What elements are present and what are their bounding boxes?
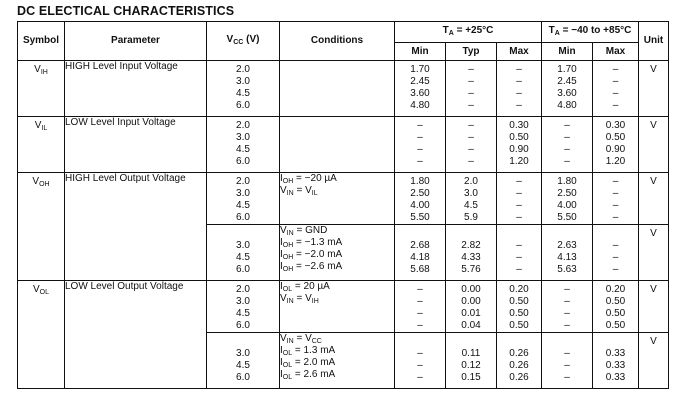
table-row: [18, 117, 669, 173]
conditions-cell: [280, 61, 395, 117]
min-25c-value: –: [417, 284, 423, 295]
typ-25c-value: –: [468, 132, 474, 143]
min-range-value: 4.13: [557, 252, 577, 263]
vcc-cell: [207, 281, 280, 333]
symbol-subscript: OL: [39, 289, 49, 296]
min-25c-value: –: [417, 296, 423, 307]
header-row-1: [18, 22, 669, 43]
max-range-value: –: [612, 176, 619, 187]
max-25c-cell: [497, 225, 542, 281]
max-25c-cell: [497, 333, 542, 389]
min-25c-value: –: [417, 144, 423, 155]
vcc-value: 6.0: [236, 212, 250, 223]
typ-25c-value: –: [468, 144, 474, 155]
vcc-value: 6.0: [236, 372, 250, 383]
max-25c-value: [497, 228, 541, 240]
unit-value: V: [650, 336, 657, 347]
max-range-value: 0.33: [605, 348, 626, 359]
min-25c-cell: [395, 333, 446, 389]
vcc-cell: [207, 225, 280, 281]
typ-25c-value: –: [468, 88, 474, 99]
vcc-value: 3.0: [236, 188, 250, 199]
vcc-value: 2.0: [236, 176, 250, 187]
max-25c-value: –: [516, 252, 522, 263]
typ-25c-value: –: [468, 64, 474, 75]
vcc-value: 6.0: [236, 156, 250, 167]
typ-25c-cell: [446, 281, 497, 333]
max-25c-value: 0.20: [509, 284, 529, 295]
vcc-value: 3.0: [236, 240, 250, 251]
max-25c-value: 0.30: [509, 120, 529, 131]
typ-25c-cell: [446, 225, 497, 281]
min-range-value: 4.00: [557, 200, 577, 211]
max-25c-value: –: [516, 64, 522, 75]
typ-25c-value: 0.01: [461, 308, 481, 319]
typ-25c-value: 3.0: [464, 188, 478, 199]
max-25c-value: –: [516, 264, 522, 275]
min-range-value: –: [564, 360, 570, 371]
max-range-cell: [593, 173, 639, 225]
typ-25c-cell: [446, 117, 497, 173]
min-25c-value: 2.50: [410, 188, 430, 199]
min-range-cell: [542, 117, 593, 173]
col-vcc-header: $V_{CC}$ (V): [207, 22, 280, 61]
min-25c-value: 4.18: [410, 252, 430, 263]
min-range-value: –: [564, 320, 570, 331]
min-25c-value: 5.68: [410, 264, 430, 275]
min-range-value: 2.45: [557, 76, 577, 87]
parameter-cell: HIGH Level Output Voltage: [65, 173, 207, 281]
min-25c-value: –: [417, 132, 423, 143]
max-range-value: 0.20: [605, 284, 626, 295]
min-25c-value: –: [417, 156, 423, 167]
max-25c-value: 0.50: [509, 308, 529, 319]
dc-characteristics-table: [17, 21, 669, 389]
max-25c-value: [497, 336, 541, 348]
max-range-cell: [593, 281, 639, 333]
min-range-value: –: [564, 308, 570, 319]
max-range-value: –: [612, 252, 619, 263]
max-range-value: –: [612, 212, 619, 223]
typ-25c-cell: [446, 333, 497, 389]
min-25c-value: –: [417, 308, 423, 319]
min-range-cell: [542, 281, 593, 333]
max-range-value: 0.33: [605, 372, 626, 383]
min-25c-value: 1.70: [410, 64, 430, 75]
max-25c-value: –: [516, 188, 522, 199]
vcc-value: 4.5: [236, 252, 250, 263]
vcc-value: 4.5: [236, 88, 250, 99]
unit-cell: [639, 333, 669, 389]
unit-cell: [639, 225, 669, 281]
max-25c-value: –: [516, 240, 522, 251]
max-range-cell: [593, 117, 639, 173]
condition-line: $I_{OL} = 2.6$ mA: [280, 369, 336, 381]
table-body: [18, 61, 669, 389]
vcc-value: 6.0: [236, 264, 250, 275]
max-range-value: 1.20: [605, 156, 626, 167]
condition-line: $I_{OH} = -20$ µA: [280, 173, 337, 185]
typ-25c-value: 0.15: [461, 372, 481, 383]
min-25c-cell: [395, 281, 446, 333]
max-25c-value: –: [516, 200, 522, 211]
min-range-value: –: [564, 372, 570, 383]
vcc-value: 3.0: [236, 348, 250, 359]
max-range-value: –: [612, 64, 619, 75]
max-25c-value: 0.26: [509, 360, 529, 371]
typ-25c-value: 4.5: [464, 200, 478, 211]
max-25c-value: 0.26: [509, 348, 529, 359]
max-25c-value: –: [516, 100, 522, 111]
condition-line: $V_{IN} = V_{CC}$: [280, 333, 322, 345]
symbol-main: V: [32, 176, 40, 187]
typ-25c-cell: [446, 173, 497, 225]
typ-25c-value: 2.82: [461, 240, 481, 251]
vcc-value: 3.0: [236, 132, 250, 143]
symbol-subscript: OH: [39, 181, 50, 188]
max-25c-value: –: [516, 76, 522, 87]
col-min-range-header: Min: [542, 43, 593, 61]
typ-25c-value: 5.76: [461, 264, 481, 275]
col-parameter-header: Parameter: [65, 22, 207, 61]
typ-25c-cell: [446, 61, 497, 117]
conditions-cell: [280, 117, 395, 173]
min-range-value: 2.50: [557, 188, 577, 199]
max-range-value: –: [612, 240, 619, 251]
max-25c-value: 0.26: [509, 372, 529, 383]
vcc-value: 3.0: [236, 76, 250, 87]
typ-25c-value: –: [468, 76, 474, 87]
vcc-value: 6.0: [236, 100, 250, 111]
min-25c-value: 3.60: [410, 88, 430, 99]
max-25c-value: 0.50: [509, 296, 529, 307]
condition-line: $I_{OH} = -2.0$ mA: [280, 249, 343, 261]
min-range-value: [542, 228, 592, 240]
max-range-value: 0.50: [605, 320, 626, 331]
max-25c-value: –: [516, 176, 522, 187]
min-range-value: [542, 336, 592, 348]
condition-line: $I_{OH} = -1.3$ mA: [280, 237, 343, 249]
condition-line: $V_{IN} = V_{IH}$: [280, 293, 319, 305]
max-range-value: [593, 228, 638, 240]
min-range-value: –: [564, 120, 570, 131]
unit-value: V: [650, 176, 657, 187]
min-range-value: 1.80: [557, 176, 577, 187]
vcc-value: 6.0: [236, 320, 250, 331]
vcc-value: [207, 336, 279, 348]
min-range-value: –: [564, 348, 570, 359]
min-range-cell: [542, 173, 593, 225]
vcc-cell: [207, 173, 280, 225]
vcc-value: 2.0: [236, 284, 250, 295]
max-25c-value: –: [516, 212, 522, 223]
symbol-main: V: [32, 284, 40, 295]
min-range-value: –: [564, 296, 570, 307]
min-range-value: –: [564, 132, 570, 143]
max-range-value: –: [612, 76, 619, 87]
max-25c-value: 0.50: [509, 320, 529, 331]
max-range-value: –: [612, 188, 619, 199]
max-25c-cell: [497, 281, 542, 333]
typ-25c-value: 0.11: [461, 348, 481, 359]
symbol-subscript: IH: [40, 69, 48, 76]
min-range-value: 4.80: [557, 100, 577, 111]
max-range-value: 0.50: [605, 308, 626, 319]
max-range-value: 0.90: [605, 144, 626, 155]
vcc-value: 2.0: [236, 120, 250, 131]
min-25c-cell: [395, 61, 446, 117]
condition-line: $V_{IN} = V_{IL}$: [280, 185, 318, 197]
col-min-25c-header: Min: [395, 43, 446, 61]
max-range-cell: [593, 61, 639, 117]
min-25c-value: 1.80: [410, 176, 430, 187]
min-25c-value: [395, 228, 445, 240]
min-25c-value: [395, 336, 445, 348]
max-range-value: 0.33: [605, 360, 626, 371]
table-row: [18, 173, 669, 225]
symbol-cell: [18, 281, 65, 389]
min-25c-value: 5.50: [410, 212, 430, 223]
col-typ-25c-header: Typ: [446, 43, 497, 61]
unit-value: V: [650, 120, 657, 131]
conditions-cell: [280, 333, 395, 389]
typ-25c-value: –: [468, 100, 474, 111]
symbol-cell: [18, 117, 65, 173]
typ-25c-value: 0.00: [461, 296, 481, 307]
vcc-value: 4.5: [236, 360, 250, 371]
min-range-value: –: [564, 156, 570, 167]
col-conditions-header: Conditions: [280, 22, 395, 61]
vcc-value: 3.0: [236, 296, 250, 307]
min-range-value: –: [564, 284, 570, 295]
max-range-value: [593, 336, 638, 348]
max-25c-cell: [497, 61, 542, 117]
parameter-cell: HIGH Level Input Voltage: [65, 61, 207, 117]
vcc-cell: [207, 117, 280, 173]
symbol-subscript: IL: [41, 125, 48, 132]
min-25c-value: –: [417, 360, 423, 371]
typ-25c-value: 4.33: [461, 252, 481, 263]
condition-line: $I_{OL} = 2.0$ mA: [280, 357, 336, 369]
min-25c-cell: [395, 173, 446, 225]
max-range-cell: [593, 333, 639, 389]
min-range-value: 5.63: [557, 264, 577, 275]
min-25c-cell: [395, 225, 446, 281]
typ-25c-value: 2.0: [464, 176, 478, 187]
parameter-cell: LOW Level Input Voltage: [65, 117, 207, 173]
max-range-value: 0.50: [605, 132, 626, 143]
max-range-value: –: [612, 200, 619, 211]
vcc-cell: [207, 333, 280, 389]
unit-value: V: [650, 284, 657, 295]
max-25c-cell: [497, 173, 542, 225]
min-25c-value: –: [417, 320, 423, 331]
unit-cell: [639, 281, 669, 333]
typ-25c-value: [446, 336, 496, 348]
conditions-cell: [280, 173, 395, 225]
condition-line: $V_{IN}$ = GND: [280, 225, 328, 237]
min-range-value: 5.50: [557, 212, 577, 223]
ta-25c-group-header: $T_A = +25^\circ C$: [395, 22, 542, 43]
min-25c-cell: [395, 117, 446, 173]
vcc-value: 2.0: [236, 64, 250, 75]
min-range-value: 3.60: [557, 88, 577, 99]
typ-25c-value: [446, 228, 496, 240]
unit-value: V: [650, 64, 657, 75]
max-range-value: 0.50: [605, 296, 626, 307]
min-range-cell: [542, 225, 593, 281]
max-25c-value: 0.50: [509, 132, 529, 143]
vcc-cell: [207, 61, 280, 117]
vcc-value: 4.5: [236, 308, 250, 319]
symbol-cell: [18, 61, 65, 117]
unit-value: V: [650, 228, 657, 239]
conditions-cell: [280, 281, 395, 333]
symbol-main: V: [34, 64, 41, 75]
max-range-value: –: [612, 264, 619, 275]
parameter-cell: LOW Level Output Voltage: [65, 281, 207, 389]
min-25c-value: 4.00: [410, 200, 430, 211]
condition-line: $I_{OL} = 1.3$ mA: [280, 345, 336, 357]
min-25c-value: 4.80: [410, 100, 430, 111]
min-25c-value: 2.45: [410, 76, 430, 87]
condition-line: $I_{OL} = 20$ µA: [280, 281, 330, 293]
min-range-cell: [542, 61, 593, 117]
max-25c-cell: [497, 117, 542, 173]
symbol-cell: [18, 173, 65, 281]
min-25c-value: –: [417, 120, 423, 131]
max-range-value: 0.30: [605, 120, 626, 131]
vcc-value: 4.5: [236, 200, 250, 211]
typ-25c-value: 0.04: [461, 320, 481, 331]
min-25c-value: –: [417, 348, 423, 359]
typ-25c-value: –: [468, 120, 474, 131]
max-25c-value: 0.90: [509, 144, 529, 155]
typ-25c-value: 0.12: [461, 360, 481, 371]
max-range-value: –: [612, 100, 619, 111]
vcc-value: [207, 228, 279, 240]
min-25c-value: –: [417, 372, 423, 383]
document-title: DC ELECTICAL CHARACTERISTICS: [17, 4, 235, 18]
unit-cell: [639, 117, 669, 173]
min-range-cell: [542, 333, 593, 389]
max-25c-value: 1.20: [509, 156, 529, 167]
max-25c-value: –: [516, 88, 522, 99]
condition-line: $I_{OH} = -2.6$ mA: [280, 261, 343, 273]
symbol-main: V: [34, 120, 42, 131]
conditions-cell: [280, 225, 395, 281]
min-range-value: 2.63: [557, 240, 577, 251]
table-row: [18, 281, 669, 333]
typ-25c-value: 0.00: [461, 284, 481, 295]
col-unit-header: Unit: [639, 22, 669, 61]
min-range-value: –: [564, 144, 570, 155]
typ-25c-value: –: [468, 156, 474, 167]
min-range-value: 1.70: [557, 64, 577, 75]
min-25c-value: 2.68: [410, 240, 430, 251]
col-max-25c-header: Max: [497, 43, 542, 61]
col-max-range-header: Max: [593, 43, 639, 61]
max-range-cell: [593, 225, 639, 281]
unit-cell: [639, 173, 669, 225]
vcc-value: 4.5: [236, 144, 250, 155]
unit-cell: [639, 61, 669, 117]
typ-25c-value: 5.9: [464, 212, 478, 223]
table-row: [18, 61, 669, 117]
ta-range-group-header: $T_A = -40$ to +85°C: [542, 22, 639, 43]
max-range-value: –: [612, 88, 619, 99]
col-symbol-header: Symbol: [18, 22, 65, 61]
